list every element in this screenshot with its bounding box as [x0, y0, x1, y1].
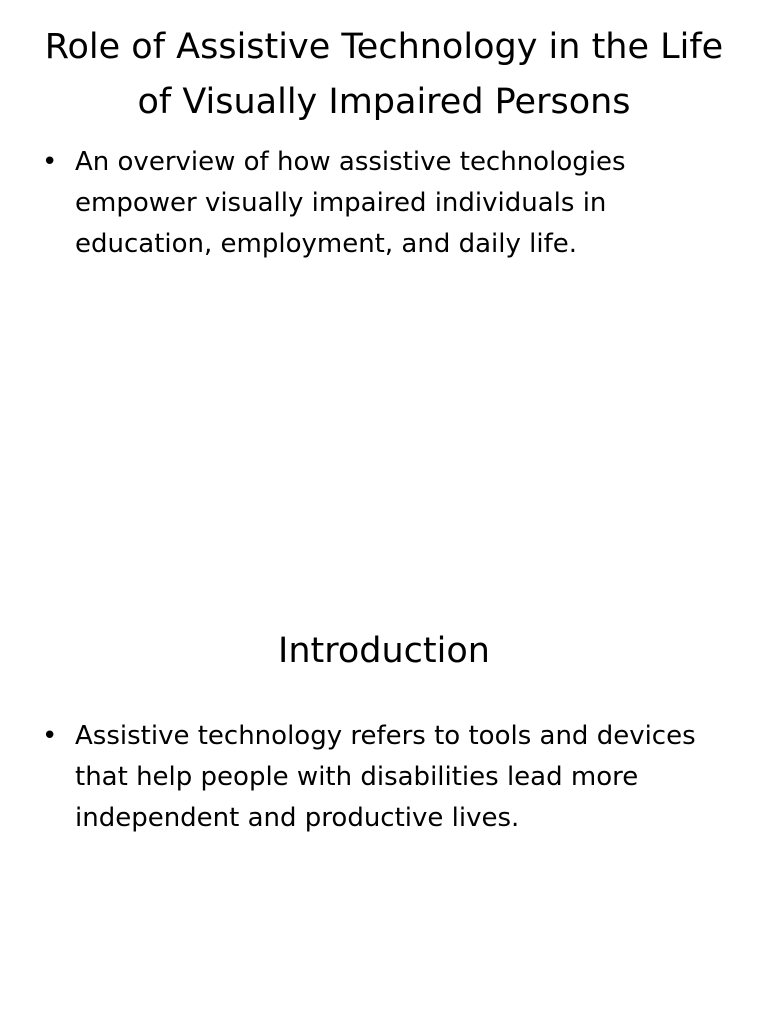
- bullet-list: [42, 716, 722, 839]
- bullet-item: [42, 716, 722, 839]
- bullet-text: An overview of how assistive technologies empower visually impaired individuals in education, employment, and daily life.: [75, 147, 626, 259]
- bullet-list: [42, 142, 722, 265]
- slide-2: [0, 576, 768, 1024]
- slide-title: Introduction: [278, 631, 490, 671]
- bullet-dot-icon: •: [42, 147, 58, 177]
- bullet-dot-icon: •: [42, 721, 58, 751]
- bullet-text: Assistive technology refers to tools and devices that help people with disabilities lead more independent and productive lives.: [75, 721, 696, 833]
- bullet-item: [42, 142, 722, 265]
- slide-title: Role of Assistive Technology in the Life of Visually Impaired Persons: [44, 27, 724, 122]
